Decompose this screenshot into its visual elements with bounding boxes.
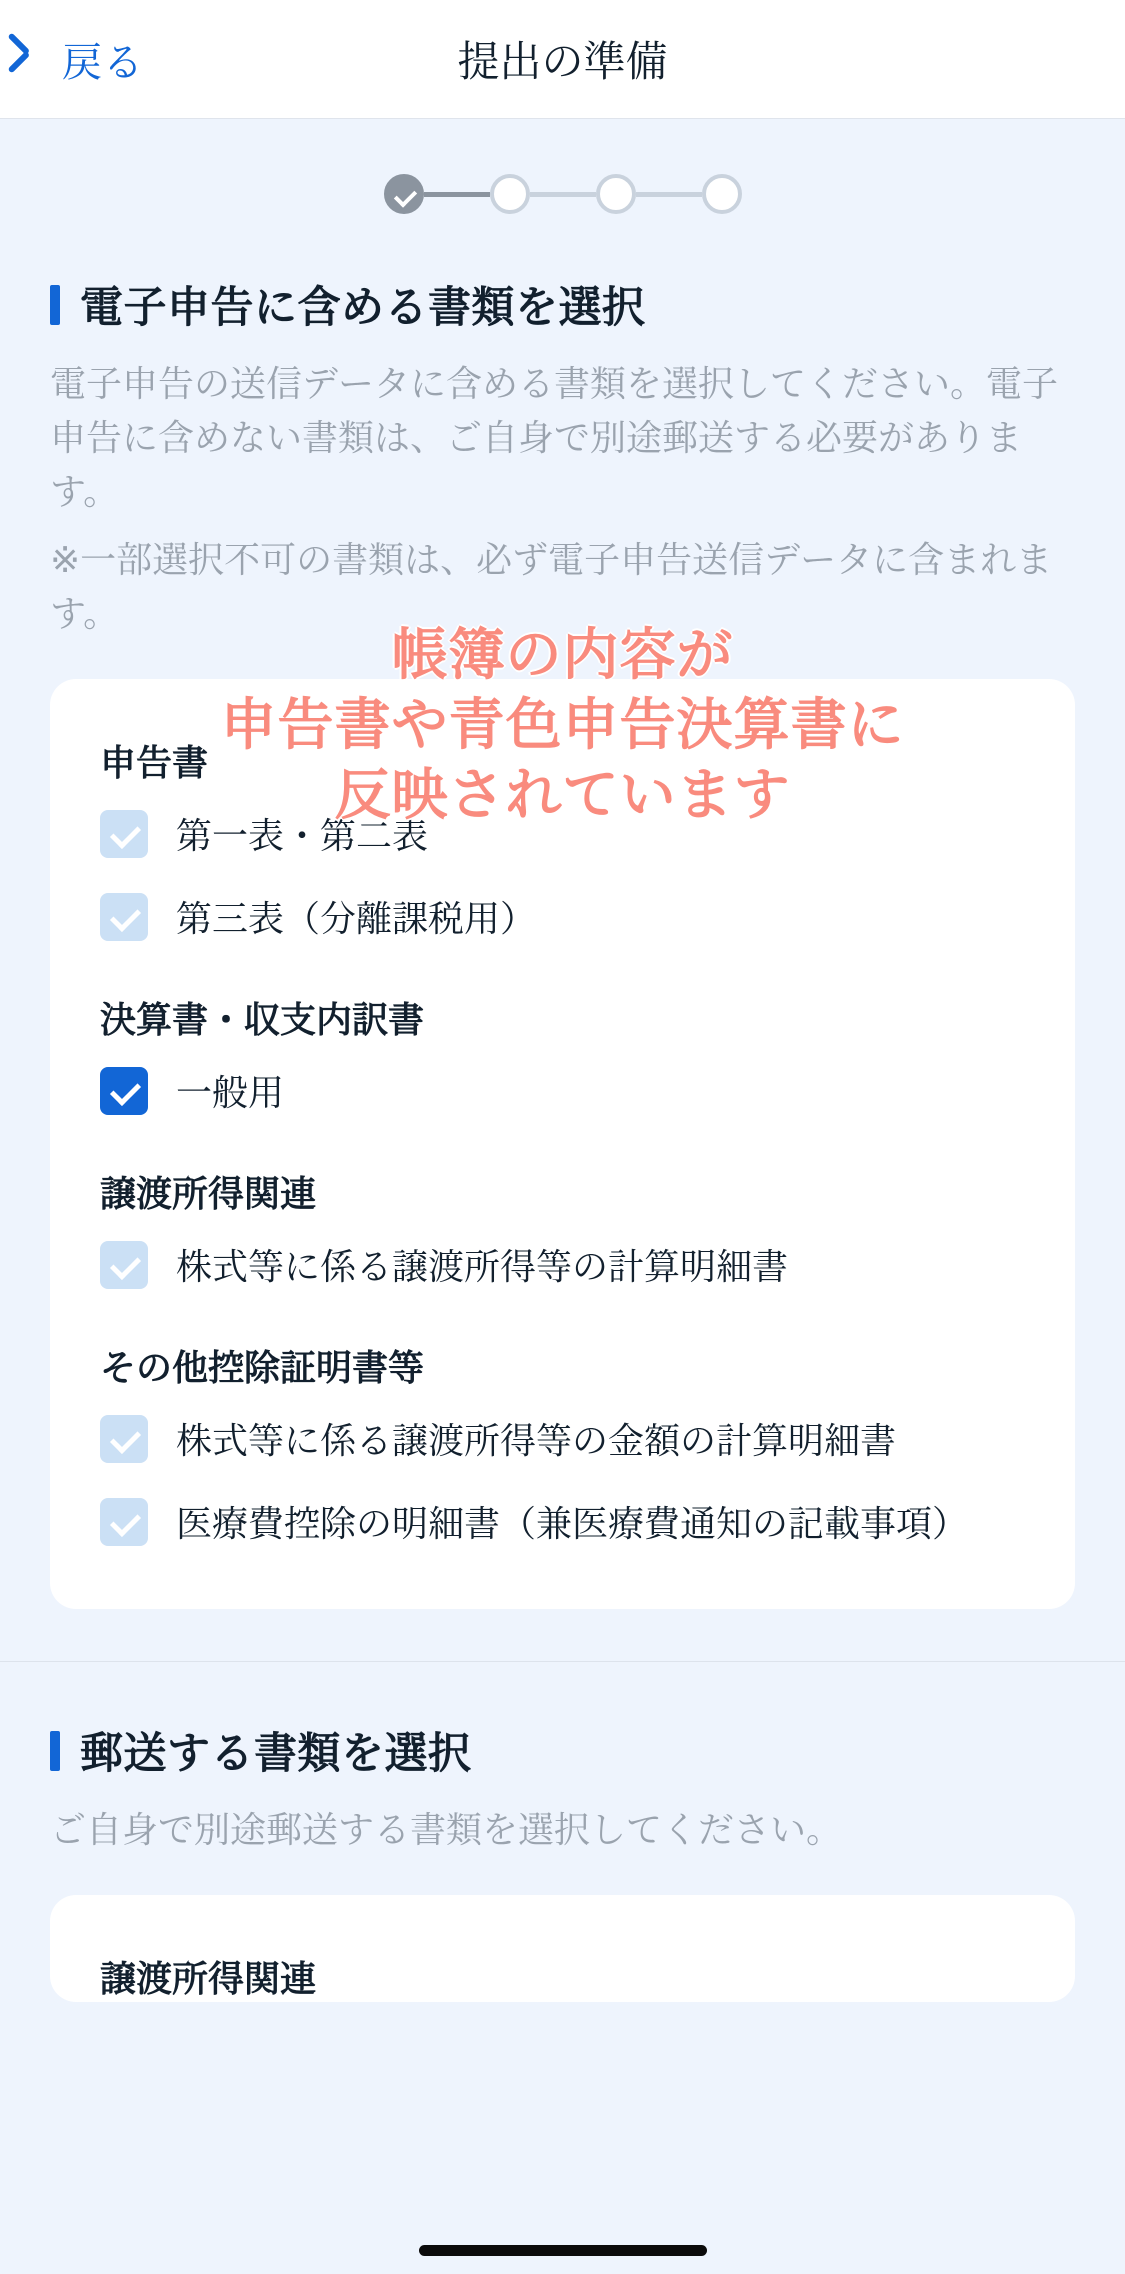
back-button-label: 戻る <box>62 40 144 85</box>
checkbox-label: 株式等に係る譲渡所得等の計算明細書 <box>176 1246 789 1287</box>
mailing-section-description: ご自身で別途郵送する書類を選択してください。 <box>50 1809 843 1850</box>
group-title-kessansho: 決算書・収支内訳書 <box>100 999 425 1040</box>
checkbox-label: 医療費控除の明細書（兼医療費通知の記載事項） <box>176 1503 969 1544</box>
home-indicator <box>419 2245 707 2256</box>
efiling-section-title: 電子申告に含める書類を選択 <box>80 284 646 332</box>
checkbox-row-kabushiki-keisan[interactable] <box>50 1223 1075 1306</box>
efiling-section-description: 電子申告の送信データに含める書類を選択してください。電子申告に含めない書類は、ご自身で別途郵送する必要があります。 <box>50 363 1059 512</box>
step-line-3 <box>636 192 702 197</box>
checkbox-icon[interactable] <box>100 1241 148 1289</box>
step-dot-4 <box>702 174 742 214</box>
mailing-section-header <box>0 1720 1125 1781</box>
chevron-left-icon <box>22 37 48 81</box>
mailing-section-title: 郵送する書類を選択 <box>80 1730 472 1778</box>
checkbox-label: 一般用 <box>176 1072 285 1113</box>
progress-stepper <box>0 119 1125 244</box>
group-title-joto-shotoku: 譲渡所得関連 <box>100 1173 317 1214</box>
annotation-line-2: 申告書や青色申告決算書に <box>220 693 905 756</box>
efiling-section-header <box>0 274 1125 335</box>
step-dot-3 <box>596 174 636 214</box>
step-line-1 <box>424 192 490 197</box>
app-header <box>0 0 1125 119</box>
group-title-sonota-koujo: その他控除証明書等 <box>100 1347 425 1388</box>
group-title-shinkokusho: 申告書 <box>100 742 209 783</box>
checkbox-row-kabushiki-kingaku[interactable] <box>50 1397 1075 1480</box>
checkbox-label: 第三表（分離課税用） <box>176 898 537 939</box>
step-dot-2 <box>490 174 530 214</box>
efiling-documents-card <box>50 679 1075 1609</box>
group-title-mailing-joto: 譲渡所得関連 <box>100 1958 317 1999</box>
checkbox-icon[interactable] <box>100 1498 148 1546</box>
step-dot-1 <box>384 174 424 214</box>
checkbox-label: 第一表・第二表 <box>176 815 429 856</box>
mailing-documents-card <box>50 1895 1075 2002</box>
efiling-section-note: ※一部選択不可の書類は、必ず電子申告送信データに含まれます。 <box>50 539 1053 634</box>
back-button[interactable] <box>22 31 144 88</box>
page-title: 提出の準備 <box>457 38 668 85</box>
checkbox-icon[interactable] <box>100 1415 148 1463</box>
checkbox-row-daisan[interactable] <box>50 875 1075 958</box>
section-divider <box>0 1661 1125 1662</box>
annotation-line-3: 反映されています <box>334 763 791 826</box>
checkbox-icon[interactable] <box>100 893 148 941</box>
step-line-2 <box>530 192 596 197</box>
section-accent-bar <box>50 285 60 325</box>
annotation-line-1: 帳簿の内容が <box>391 623 734 686</box>
checkbox-row-daiichi-daini[interactable] <box>50 792 1075 875</box>
checkbox-icon[interactable] <box>100 1067 148 1115</box>
section-accent-bar <box>50 1731 60 1771</box>
checkbox-row-ippanyou[interactable] <box>50 1049 1075 1132</box>
checkbox-icon[interactable] <box>100 810 148 858</box>
checkbox-label: 株式等に係る譲渡所得等の金額の計算明細書 <box>176 1420 897 1461</box>
checkbox-row-iryohi-koujo[interactable] <box>50 1480 1075 1563</box>
